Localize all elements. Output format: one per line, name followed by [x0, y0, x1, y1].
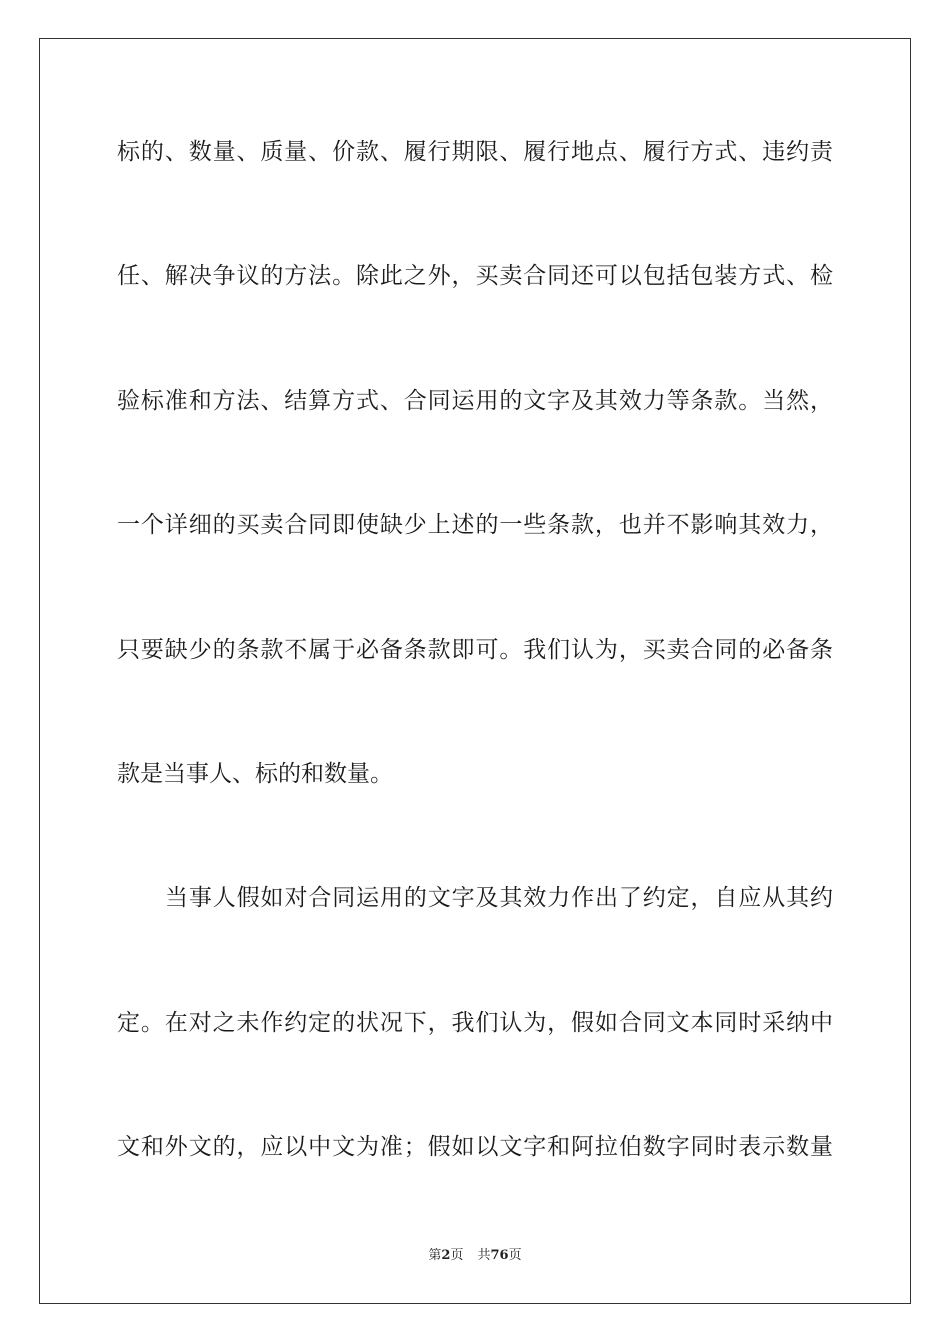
total-pages: 76	[490, 1248, 509, 1263]
paragraph-line-4: 一个详细的买卖合同即使缺少上述的一些条款，也并不影响其效力，	[117, 512, 833, 538]
page-footer	[0, 1247, 950, 1265]
paragraph-line-9: 文和外文的，应以中文为准；假如以文字和阿拉伯数字同时表示数量	[117, 1134, 833, 1160]
paragraph-line-8: 定。在对之未作约定的状况下，我们认为，假如合同文本同时采纳中	[117, 1010, 833, 1036]
page-prefix: 第	[428, 1248, 442, 1263]
page-border	[39, 38, 911, 1304]
page-number: 2	[441, 1248, 451, 1263]
paragraph-line-2: 任、解决争议的方法。除此之外，买卖合同还可以包括包装方式、检	[117, 263, 833, 289]
paragraph-line-7: 当事人假如对合同运用的文字及其效力作出了约定，自应从其约	[165, 885, 833, 911]
total-prefix: 共	[477, 1248, 491, 1263]
paragraph-line-6: 款是当事人、标的和数量。	[117, 761, 393, 787]
paragraph-line-1: 标的、数量、质量、价款、履行期限、履行地点、履行方式、违约责	[117, 139, 833, 165]
paragraph-line-5: 只要缺少的条款不属于必备条款即可。我们认为，买卖合同的必备条	[117, 637, 833, 663]
total-suffix: 页	[508, 1248, 522, 1263]
paragraph-line-3: 验标准和方法、结算方式、合同运用的文字及其效力等条款。当然，	[117, 388, 833, 414]
page-suffix: 页	[450, 1248, 464, 1263]
